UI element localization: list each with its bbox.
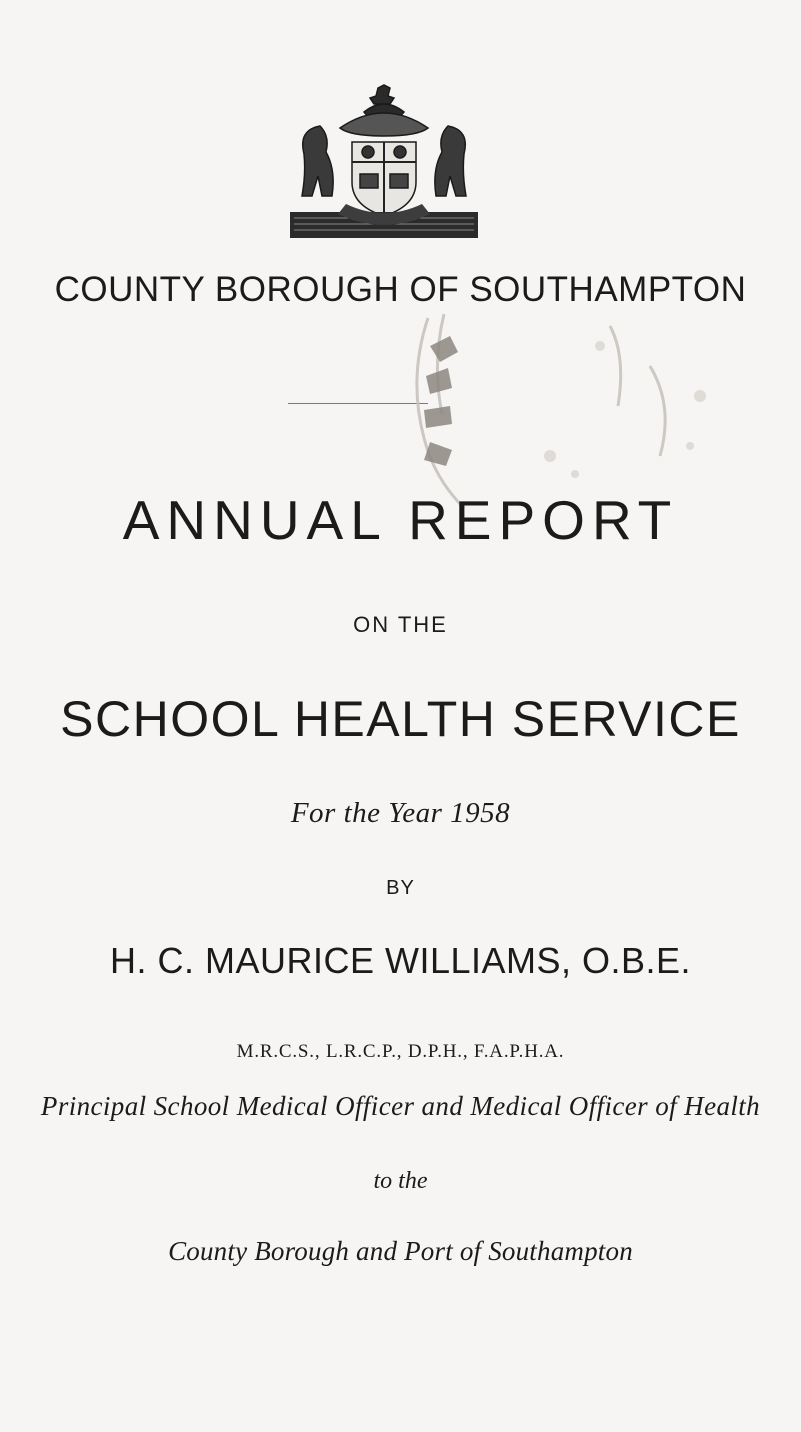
coat-of-arms-icon — [286, 84, 482, 240]
to-the-label: to the — [373, 1168, 428, 1194]
by-label: BY — [386, 877, 415, 899]
report-year: For the Year 1958 — [290, 797, 511, 829]
service-title: SCHOOL HEALTH SERVICE — [60, 691, 741, 747]
author-name: H. C. MAURICE WILLIAMS, O.B.E. — [109, 940, 692, 981]
borough-heading: COUNTY BOROUGH OF SOUTHAMPTON — [54, 270, 747, 309]
authority-name: County Borough and Port of Southampton — [168, 1236, 633, 1266]
report-title: ANNUAL REPORT — [122, 489, 679, 551]
author-qualifications: M.R.C.S., L.R.C.P., D.P.H., F.A.P.H.A. — [236, 1041, 565, 1062]
on-the-label: ON THE — [353, 612, 448, 637]
author-role: Principal School Medical Officer and Medical Officer of Health — [40, 1091, 761, 1121]
